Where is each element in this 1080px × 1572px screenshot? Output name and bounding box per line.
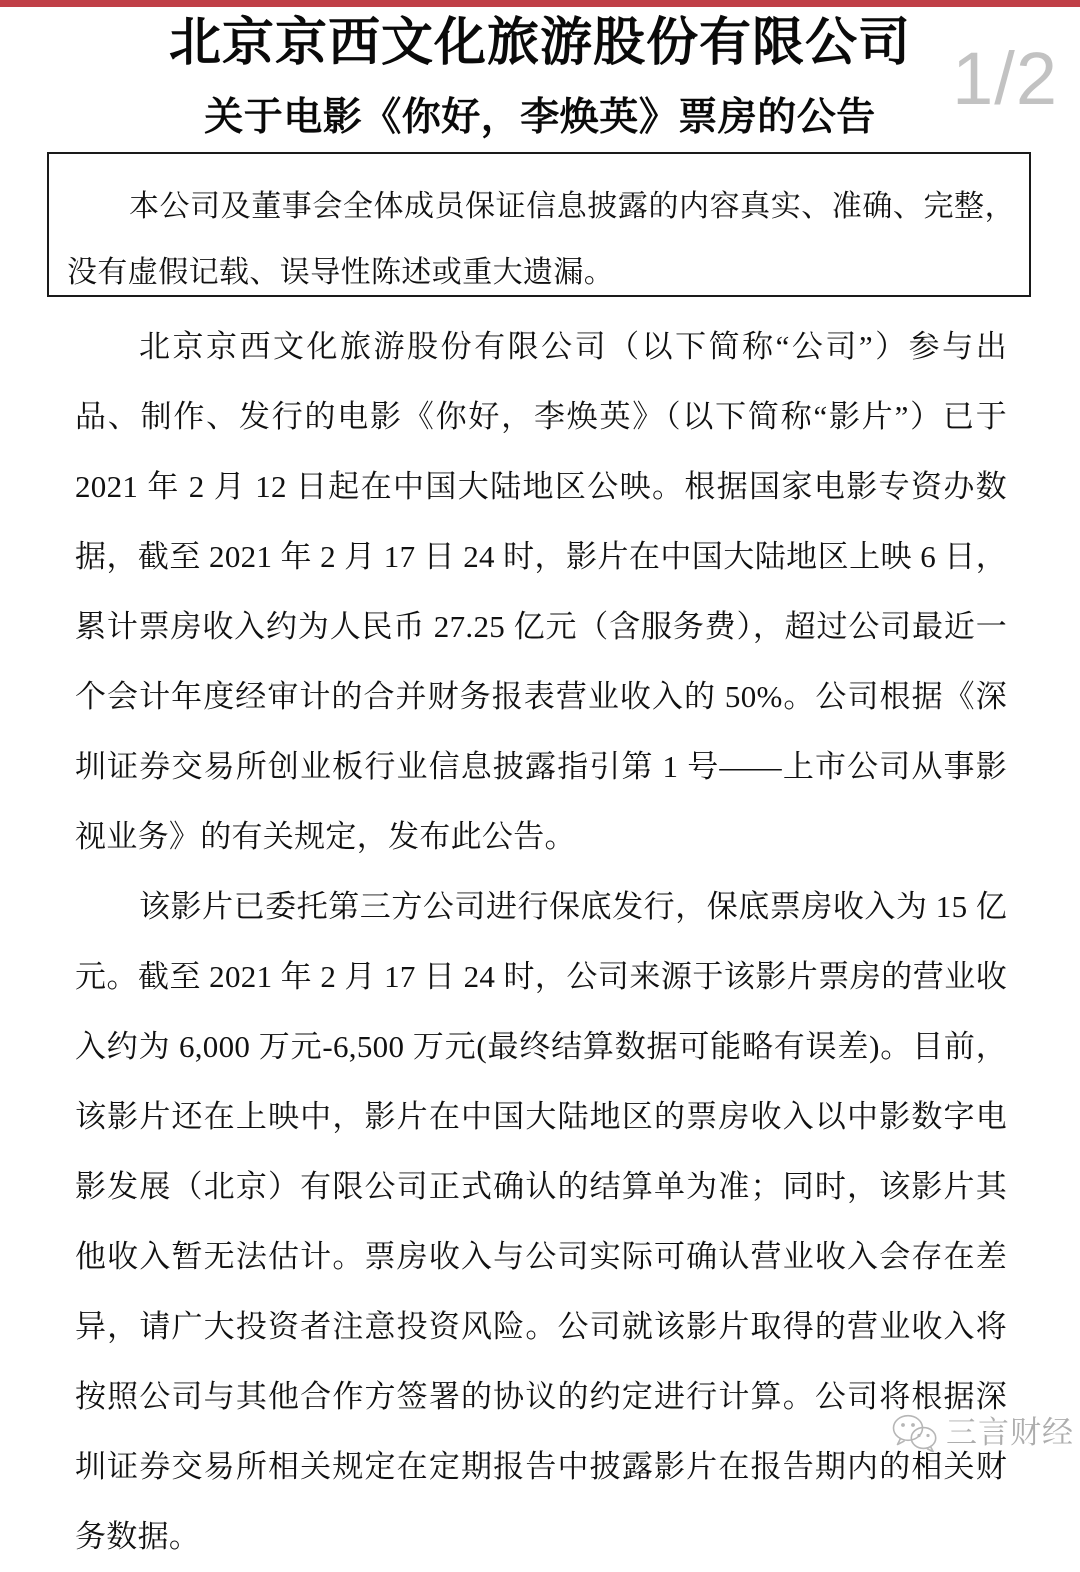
watermark-label: 三言财经	[946, 1415, 1074, 1450]
disclaimer-box	[47, 152, 1031, 297]
document-header	[0, 8, 1080, 146]
document-body	[75, 312, 1007, 1572]
wechat-icon	[892, 1413, 938, 1453]
watermark	[892, 1413, 1074, 1453]
body-paragraph-1: 北京京西文化旅游股份有限公司（以下简称“公司”）参与出品、制作、发行的电影《你好，李焕英》（以下简称“影片”）已于 2021 年 2 月 12 日起在中国大陆地区公映。根据国家电影专资办数据，截至 2021 年 2 月 17 日 24 时，影片在中国大陆地区上映 6 日，累计票房收入约为人民币 27.25 亿元（含服务费），超过公司最近一个会计年度经审计的合并财务报表营业收入的 50%。公司根据《深圳证券交易所创业板行业信息披露指引第 1 号——上市公司从事影视业务》的有关规定，发布此公告。	[75, 329, 1007, 854]
page-indicator: 1/2	[952, 37, 1058, 120]
body-paragraph-2: 该影片已委托第三方公司进行保底发行，保底票房收入为 15 亿元。截至 2021 年 2 月 17 日 24 时，公司来源于该影片票房的营业收入约为 6,000 万元-6,500 万元(最终结算数据可能略有误差)。目前，该影片还在上映中，影片在中国大陆地区的票房收入以中影数字电影发展（北京）有限公司正式确认的结算单为准；同时，该影片其他收入暂无法估计。票房收入与公司实际可确认营业收入会存在差异，请广大投资者注意投资风险。公司就该影片取得的营业收入将按照公司与其他合作方签署的协议的约定进行计算。公司将根据深圳证券交易所相关规定在定期报告中披露影片在报告期内的相关财务数据。	[75, 889, 1007, 1554]
company-title: 北京京西文化旅游股份有限公司	[168, 14, 911, 72]
announcement-title: 关于电影《你好，李焕英》票房的公告	[204, 96, 876, 139]
top-red-rule	[0, 0, 1080, 7]
disclaimer-text: 本公司及董事会全体成员保证信息披露的内容真实、准确、完整，没有虚假记载、误导性陈述或重大遗漏。	[67, 190, 1015, 289]
